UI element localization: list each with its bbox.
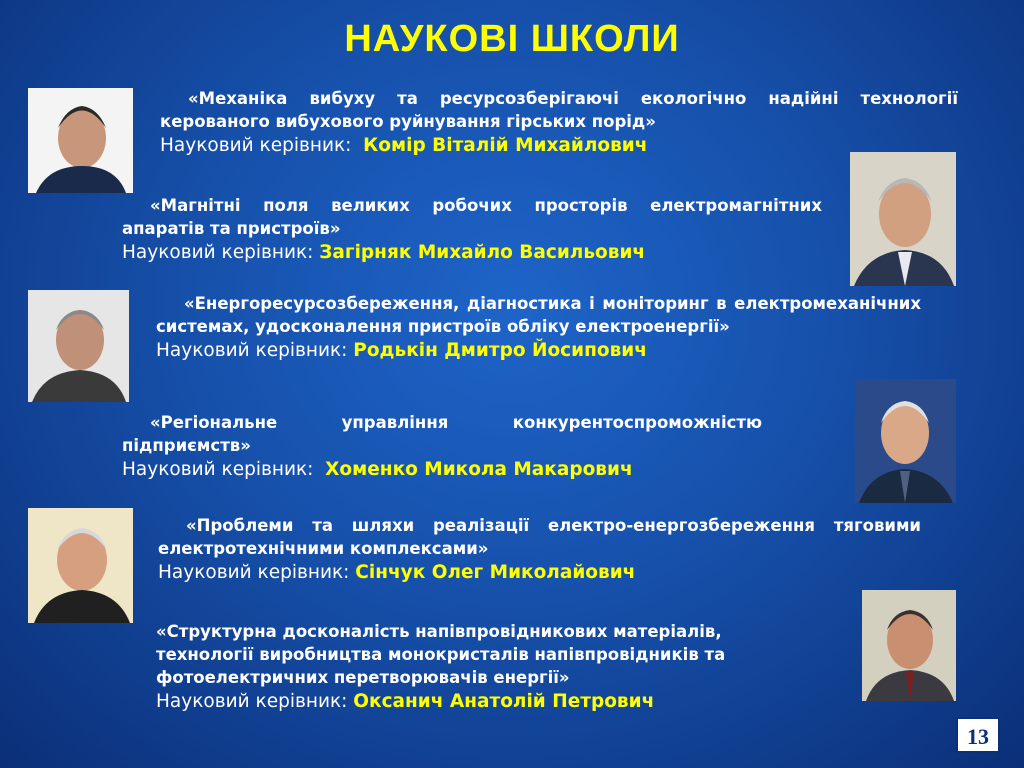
portrait-photo-1 bbox=[28, 88, 133, 193]
lead-label: Науковий керівник: bbox=[158, 562, 350, 583]
school-1 bbox=[160, 87, 958, 159]
lead-label: Науковий керівник: bbox=[156, 340, 348, 361]
school-4 bbox=[122, 411, 762, 483]
school-lead bbox=[158, 560, 921, 586]
school-3 bbox=[156, 292, 921, 364]
page-number: 13 bbox=[956, 717, 1000, 753]
lead-label: Науковий керівник: bbox=[156, 691, 348, 712]
school-lead bbox=[156, 338, 921, 364]
lead-label: Науковий керівник: bbox=[122, 242, 314, 263]
lead-name: Сінчук Олег Миколайович bbox=[355, 562, 636, 583]
school-topic: «Механіка вибуху та ресурсозберігаючі екологічно надійні технології керованого вибухового руйнування гірських порід» bbox=[160, 89, 958, 131]
school-lead bbox=[122, 457, 762, 483]
lead-label: Науковий керівник: bbox=[122, 459, 314, 480]
lead-name: Оксанич Анатолій Петрович bbox=[353, 691, 655, 712]
school-6 bbox=[156, 620, 796, 715]
slide-title: НАУКОВІ ШКОЛИ bbox=[344, 18, 680, 60]
school-topic: «Енергоресурсозбереження, діагностика і моніторинг в електромеханічних системах, удосконалення пристроїв обліку електроенергії» bbox=[156, 294, 921, 336]
portrait-photo-4 bbox=[855, 379, 956, 503]
school-lead bbox=[156, 689, 796, 715]
school-lead bbox=[160, 133, 958, 159]
school-lead bbox=[122, 240, 822, 266]
lead-name: Родькін Дмитро Йосипович bbox=[353, 340, 647, 361]
lead-name: Хоменко Микола Макарович bbox=[325, 459, 633, 480]
school-topic: «Проблеми та шляхи реалізації електро-енергозбереження тяговими електротехнічними комплексами» bbox=[158, 516, 921, 558]
lead-name: Комір Віталій Михайлович bbox=[363, 135, 648, 156]
portrait-photo-5 bbox=[28, 508, 133, 623]
school-2 bbox=[122, 194, 822, 266]
portrait-photo-2 bbox=[850, 152, 956, 286]
lead-name: Загірняк Михайло Васильович bbox=[319, 242, 646, 263]
lead-label: Науковий керівник: bbox=[160, 135, 352, 156]
school-topic: «Магнітні поля великих робочих просторів електромагнітних апаратів та пристроїв» bbox=[122, 196, 822, 238]
school-topic: «Регіональне управління конкурентоспроможністю підприємств» bbox=[122, 413, 762, 455]
school-5 bbox=[158, 514, 921, 586]
portrait-photo-3 bbox=[28, 290, 129, 402]
school-topic: «Структурна досконалість напівпровідникових матеріалів, технології виробництва монокристалів напівпровідників та фотоелектричних перетворювачів енергії» bbox=[156, 622, 726, 687]
portrait-photo-6 bbox=[862, 590, 956, 701]
